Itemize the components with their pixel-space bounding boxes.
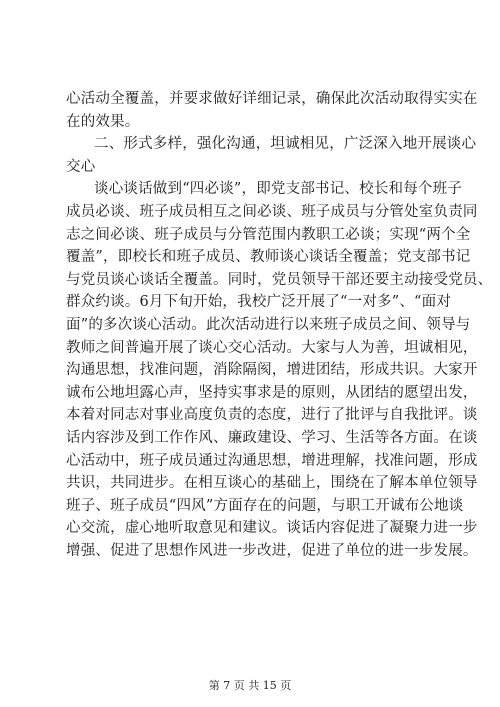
text-line: 群众约谈。6月下旬开始，我校广泛开展了“一对多”、“面对 [66, 294, 452, 311]
text-line: 心交流，虚心地听取意见和建议。谈话内容促进了凝聚力进一步 [66, 520, 478, 537]
text-line: 志之间必谈、班子成员与分管范围内教职工必谈；实现“两个全 [66, 226, 471, 243]
text-line: 在的效果。 [66, 113, 140, 130]
text-line: 面”的多次谈心活动。此次活动进行以来班子成员之间、领导与 [66, 316, 471, 333]
text-line: 沟通思想，找准问题，消除隔阂，增进团结，形成共识。大家开 [66, 362, 478, 379]
page-footer: 第 7 页 共 15 页 [208, 679, 292, 692]
text-line: 班子、班子成员“四风”方面存在的问题，与职工开诚布公地谈 [66, 497, 464, 514]
text-line: 成员必谈、班子成员相互之间必谈、班子成员与分管处室负责同 [66, 203, 478, 220]
document-body [66, 88, 493, 562]
text-line: 心活动中，班子成员通过沟通思想，增进理解，找准问题，形成 [66, 452, 478, 469]
text-line: 本着对同志对事业高度负责的态度，进行了批评与自我批评。谈 [66, 407, 478, 424]
text-line: 二、形式多样，强化沟通，坦诚相见，广泛深入地开展谈心 [94, 136, 477, 153]
text-line: 交心 [66, 158, 96, 175]
text-line: 共识，共同进步。在相互谈心的基础上，围绕在了解本单位领导 [66, 475, 478, 492]
text-line: 与党员谈心谈话全覆盖。同时，党员领导干部还要主动接受党员、 [66, 271, 493, 288]
text-line: 教师之间普遍开展了谈心交心活动。大家与人为善，坦诚相见， [66, 339, 478, 356]
text-line: 增强、促进了思想作风进一步改进，促进了单位的进一步发展。 [66, 542, 478, 559]
text-line: 覆盖”，即校长和班子成员、教师谈心谈话全覆盖；党支部书记 [66, 249, 471, 266]
text-line: 诚布公地坦露心声，坚持实事求是的原则，从团结的愿望出发， [66, 384, 478, 401]
text-line: 谈心谈话做到“四必谈”，即党支部书记、校长和每个班子 [94, 181, 463, 198]
text-line: 话内容涉及到工作作风、廉政建设、学习、生活等各方面。在谈 [66, 429, 478, 446]
text-line: 心活动全覆盖，并要求做好详细记录，确保此次活动取得实实在 [66, 91, 478, 107]
